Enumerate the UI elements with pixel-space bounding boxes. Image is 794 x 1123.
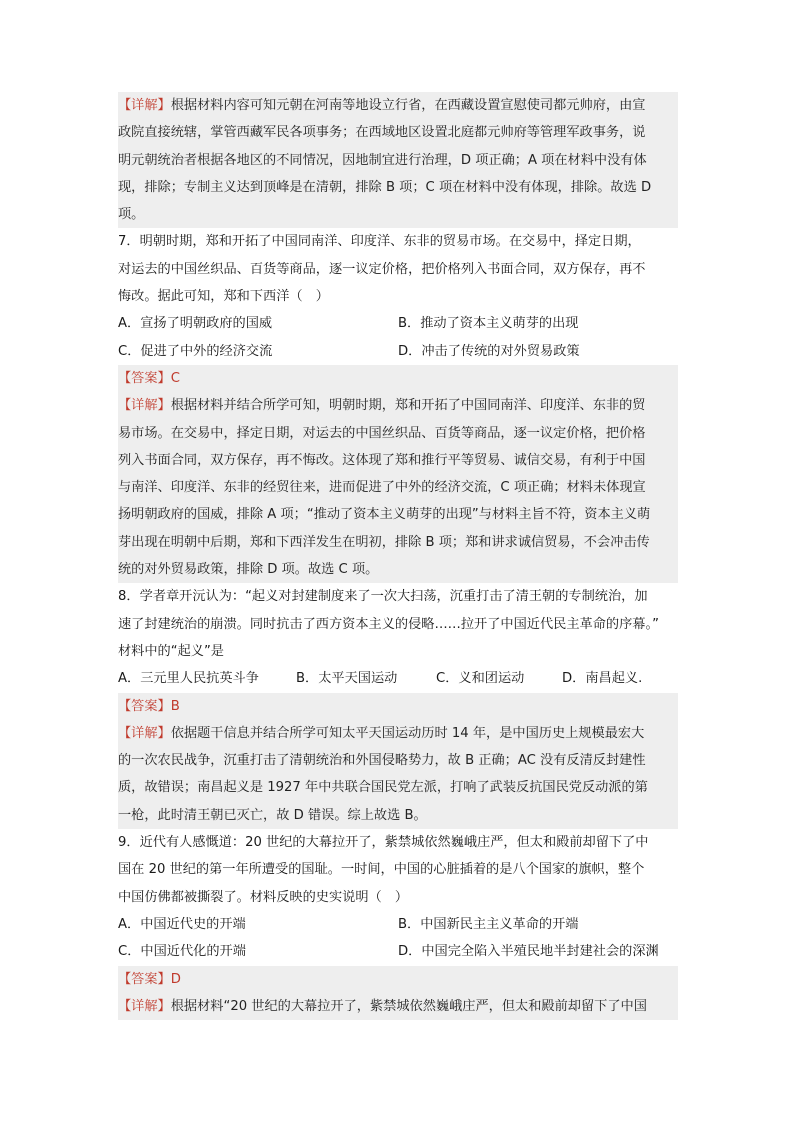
answer-tag: 【答案】	[118, 370, 171, 386]
q9-answer-block	[118, 966, 678, 1021]
explanation-line: 【详解】依据题干信息并结合所学可知太平天国运动历时 14 年，是中国历史上规模最宏大	[118, 720, 678, 747]
answer-value: D	[170, 971, 181, 987]
option-c[interactable]: C．促进了中外的经济交流	[118, 343, 273, 359]
explanation-line: 【详解】根据材料内容可知元朝在河南等地设立行省，在西藏设置宣慰使司都元帅府，由宣	[118, 92, 678, 119]
option-a[interactable]: A．三元里人民抗英斗争	[118, 671, 259, 687]
explanation-tag: 【详解】	[118, 725, 171, 741]
option-c[interactable]: C．中国近代化的开端	[118, 944, 246, 960]
q6-explanation	[118, 92, 678, 228]
option-b[interactable]: B．推动了资本主义萌芽的出现	[398, 316, 579, 332]
question-7	[118, 228, 678, 583]
option-d[interactable]: D．中国完全陷入半殖民地半封建社会的深渊	[398, 944, 659, 960]
explanation-line: 现，排除；专制主义达到顶峰是在清朝，排除 B 项；C 项在材料中没有体现，排除。故选 D	[118, 174, 678, 201]
explanation-tag: 【详解】	[118, 998, 171, 1014]
options-row	[118, 310, 678, 337]
explanation-line: 政院直接统辖，掌管西藏军民各项事务；在西域地区设置北庭都元帅府等管理军政事务，说	[118, 119, 678, 146]
question-stem-line: 速了封建统治的崩溃。同时抗击了西方资本主义的侵略……拉开了中国近代民主革命的序幕。”	[118, 616, 659, 632]
options-row	[118, 911, 678, 938]
question-stem-line: 8．学者章开沅认为：“起义对封建制度来了一次大扫荡，沉重打击了清王朝的专制统治，加	[118, 589, 648, 605]
option-d[interactable]: D．南昌起义.	[562, 671, 643, 687]
question-stem-line: 9．近代有人感慨道：20 世纪的大幕拉开了，紫禁城依然巍峨庄严，但太和殿前却留下了中	[118, 835, 649, 851]
explanation-line: 【详解】根据材料并结合所学可知，明朝时期，郑和开拓了中国同南洋、印度洋、东非的贸	[118, 392, 678, 419]
option-a[interactable]: A．中国近代史的开端	[118, 916, 246, 932]
option-c[interactable]: C．义和团运动	[436, 671, 525, 687]
explanation-line: 列入书面合同，双方保存，再不悔改。这体现了郑和推行平等贸易、诚信交易，有利于中国	[118, 447, 678, 474]
explanation-line: 易市场。在交易中，择定日期，对运去的中国丝织品、百货等商品，逐一议定价格，把价格	[118, 420, 678, 447]
explanation-line: 质，故错误；南昌起义是 1927 年中共联合国民党左派，打响了武装反抗国民党反动派的第	[118, 774, 678, 801]
explanation-tag: 【详解】	[118, 98, 171, 113]
document-page	[118, 92, 678, 1020]
explanation-line: 统的对外贸易政策，排除 D 项。故选 C 项。	[118, 556, 678, 583]
options-row	[118, 338, 678, 365]
q8-answer-block	[118, 693, 678, 829]
answer-value: B	[170, 698, 180, 714]
answer-line	[118, 365, 678, 392]
explanation-line: 的一次农民战争，沉重打击了清朝统治和外国侵略势力，故 B 正确；AC 没有反清反封建性	[118, 747, 678, 774]
answer-line	[118, 693, 678, 720]
explanation-line: 一枪，此时清王朝已灭亡，故 D 错误。综上故选 B。	[118, 802, 678, 829]
q7-answer-block	[118, 365, 678, 583]
options-row	[118, 665, 678, 692]
explanation-line: 芽出现在明朝中后期，郑和下西洋发生在明初，排除 B 项；郑和讲求诚信贸易，不会冲击传	[118, 529, 678, 556]
answer-tag: 【答案】	[118, 971, 171, 987]
question-stem-line: 材料中的“起义”是	[118, 643, 224, 659]
question-stem-line: 对运去的中国丝织品、百货等商品，逐一议定价格，把价格列入书面合同，双方保存，再不	[118, 261, 646, 277]
question-stem-line: 7．明朝时期，郑和开拓了中国同南洋、印度洋、东非的贸易市场。在交易中，择定日期，	[118, 234, 641, 250]
question-stem-line: 中国仿佛都被撕裂了。材料反映的史实说明（ ）	[118, 889, 409, 905]
explanation-line: 【详解】根据材料“20 世纪的大幕拉开了，紫禁城依然巍峨庄严，但太和殿前却留下了中国	[118, 993, 678, 1020]
question-stem-line: 悔改。据此可知，郑和下西洋（ ）	[118, 289, 329, 305]
answer-tag: 【答案】	[118, 698, 171, 714]
options-row	[118, 938, 678, 965]
explanation-line: 与南洋、印度洋、东非的经贸往来，进而促进了中外的经济交流，C 项正确；材料未体现宣	[118, 474, 678, 501]
explanation-line: 明元朝统治者根据各地区的不同情况，因地制宜进行治理，D 项正确；A 项在材料中没有体	[118, 147, 678, 174]
question-stem-line: 国在 20 世纪的第一年所遭受的国耻。一时间，中国的心脏插着的是八个国家的旗帜，整个	[118, 862, 645, 878]
question-9	[118, 829, 678, 1020]
explanation-tag: 【详解】	[118, 398, 171, 414]
answer-line	[118, 966, 678, 993]
option-b[interactable]: B．太平天国运动	[296, 671, 398, 687]
explanation-line: 项。	[118, 201, 678, 228]
question-8	[118, 583, 678, 829]
option-a[interactable]: A．宣扬了明朝政府的国威	[118, 316, 273, 332]
option-b[interactable]: B．中国新民主主义革命的开端	[398, 916, 579, 932]
option-d[interactable]: D．冲击了传统的对外贸易政策	[398, 343, 580, 359]
explanation-line: 扬明朝政府的国威，排除 A 项；“推动了资本主义萌芽的出现”与材料主旨不符，资本主义萌	[118, 501, 678, 528]
answer-value: C	[170, 370, 180, 386]
